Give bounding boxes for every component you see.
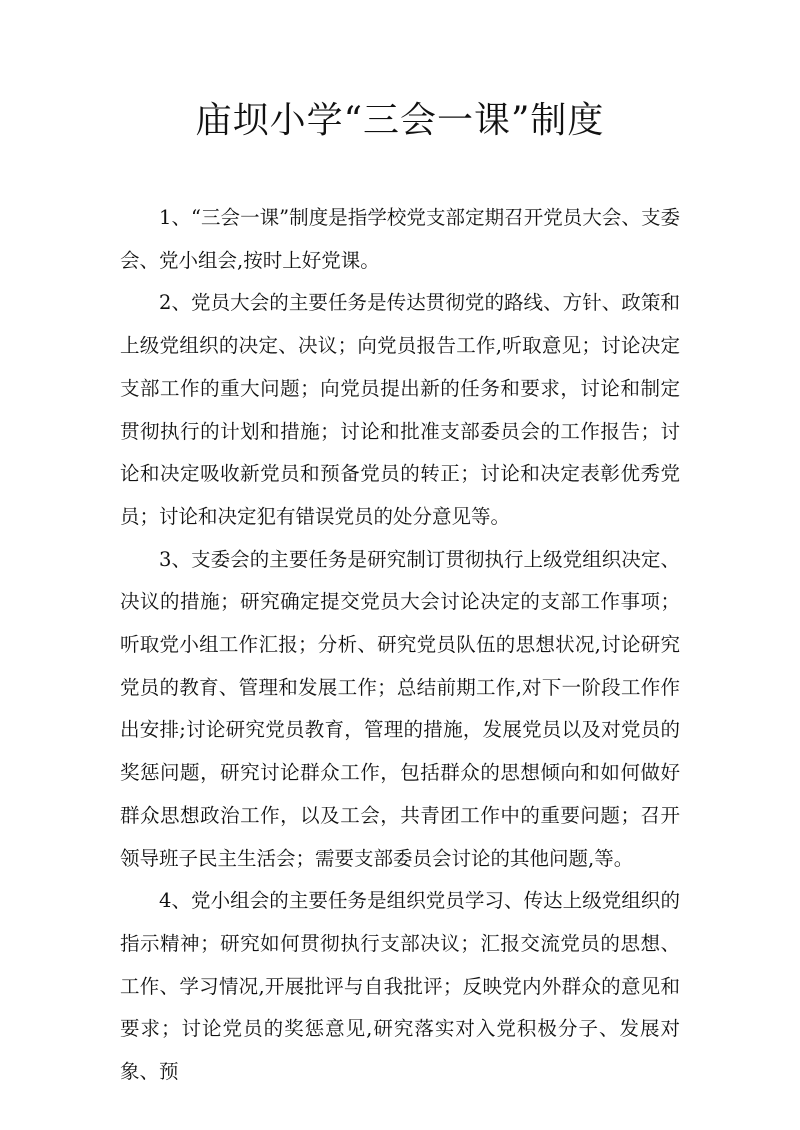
paragraph-3: 3、支委会的主要任务是研究制订贯彻执行上级党组织决定、决议的措施；研究确定提交党员大会讨论决定的支部工作事项；听取党小组工作汇报；分析、研究党员队伍的思想状况,讨论研究党员的教育、管理和发展工作；总结前期工作,对下一阶段工作作出安排;讨论研究党员教育，管理的措施，发展党员以及对党员的奖惩问题，研究讨论群众工作，包括群众的思想倾向和如何做好群众思想政治工作，以及工会，共青团工作中的重要问题；召开领导班子民主生活会；需要支部委员会讨论的其他问题,等。 (120, 547, 680, 870)
paragraph-4: 4、党小组会的主要任务是组织党员学习、传达上级党组织的指示精神；研究如何贯彻执行支部决议；汇报交流党员的思想、工作、学习情况,开展批评与自我批评；反映党内外群众的意见和要求；讨论党员的奖惩意见,研究落实对入党积极分子、发展对象、预 (120, 889, 680, 1084)
document-body (120, 197, 680, 1094)
paragraph-2: 2、党员大会的主要任务是传达贯彻党的路线、方针、政策和上级党组织的决定、决议；向党员报告工作,听取意见；讨论决定支部工作的重大问题；向党员提出新的任务和要求，讨论和制定贯彻执行的计划和措施；讨论和批准支部委员会的工作报告；讨论和决定吸收新党员和预备党员的转正；讨论和决定表彰优秀党员；讨论和决定犯有错误党员的处分意见等。 (120, 291, 680, 528)
document-title: 庙坝小学“三会一课”制度 (195, 100, 605, 141)
paragraph-1: 1、“三会一课”制度是指学校党支部定期召开党员大会、支委会、党小组会,按时上好党课。 (120, 206, 680, 272)
